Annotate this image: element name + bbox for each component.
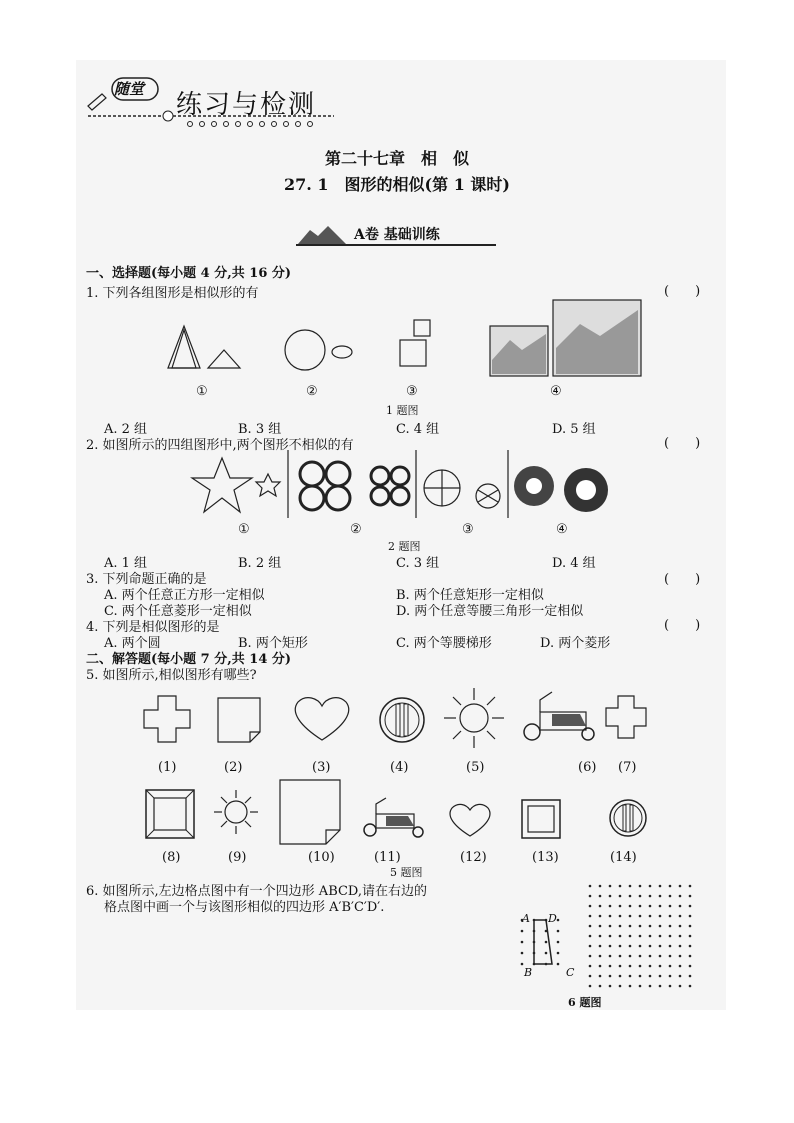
grid-dot xyxy=(629,915,632,918)
q2-label-1: ① xyxy=(238,522,250,537)
grid-dot xyxy=(557,952,560,955)
grid-dot xyxy=(557,941,560,944)
grid-dot xyxy=(609,895,612,898)
grid-dot xyxy=(589,915,592,918)
grid-dot xyxy=(669,915,672,918)
q5-label-14: (14) xyxy=(610,850,637,865)
grid-dot xyxy=(689,915,692,918)
q4-option-b[interactable]: B. 两个矩形 xyxy=(238,636,308,651)
grid-dot xyxy=(639,935,642,938)
grid-dot xyxy=(609,945,612,948)
grid-dot xyxy=(669,955,672,958)
grid-dot xyxy=(619,945,622,948)
q2-label-4: ④ xyxy=(556,522,568,537)
q3-option-a[interactable]: A. 两个任意正方形一定相似 xyxy=(104,588,265,603)
grid-dot xyxy=(639,975,642,978)
grid-dot xyxy=(619,935,622,938)
grid-dot xyxy=(689,965,692,968)
grid-dot xyxy=(689,985,692,988)
q6-stem-line2: 格点图中画一个与该图形相似的四边形 A′B′C′D′. xyxy=(104,900,385,915)
grid-dot xyxy=(669,975,672,978)
grid-dot xyxy=(679,955,682,958)
q5-label-10: (10) xyxy=(308,850,335,865)
q2-label-3: ③ xyxy=(462,522,474,537)
q1-stem: 1. 下列各组图形是相似形的有 xyxy=(86,286,259,301)
point-label-a: A xyxy=(522,912,530,925)
grid-dot xyxy=(639,945,642,948)
grid-dot xyxy=(649,905,652,908)
grid-dot xyxy=(609,925,612,928)
grid-dot xyxy=(659,895,662,898)
point-label-c: C xyxy=(566,966,575,979)
q6-caption: 6 题图 xyxy=(568,996,602,1009)
grid-dot xyxy=(599,975,602,978)
grid-dot xyxy=(609,915,612,918)
grid-dot xyxy=(599,905,602,908)
grid-dot xyxy=(639,955,642,958)
grid-dot xyxy=(679,965,682,968)
grid-dot xyxy=(619,905,622,908)
grid-dot xyxy=(689,885,692,888)
q3-answer-paren[interactable]: ( ) xyxy=(664,572,701,587)
grid-dot xyxy=(521,941,524,944)
grid-dot xyxy=(589,965,592,968)
grid-dot xyxy=(659,885,662,888)
q5-label-11: (11) xyxy=(374,850,401,865)
grid-dot xyxy=(619,965,622,968)
grid-dot xyxy=(649,965,652,968)
grid-dot xyxy=(589,935,592,938)
grid-dot xyxy=(589,905,592,908)
grid-dot xyxy=(659,965,662,968)
grid-dot xyxy=(639,895,642,898)
grid-dot xyxy=(545,941,548,944)
grid-dot xyxy=(689,975,692,978)
grid-dot xyxy=(659,975,662,978)
grid-dot xyxy=(629,975,632,978)
grid-dot xyxy=(639,985,642,988)
q2-label-2: ② xyxy=(350,522,362,537)
grid-dot xyxy=(659,915,662,918)
grid-dot xyxy=(629,955,632,958)
grid-dot xyxy=(649,915,652,918)
grid-dot xyxy=(669,905,672,908)
point-label-d: D xyxy=(548,912,557,925)
q5-label-6: (6) xyxy=(578,760,597,775)
q1-option-c[interactable]: C. 4 组 xyxy=(396,422,440,437)
q2-stem: 2. 如图所示的四组图形中,两个图形不相似的有 xyxy=(86,438,354,453)
q2-figure xyxy=(190,448,610,520)
header-series-title: 练习与检测 xyxy=(176,90,317,120)
grid-dot xyxy=(679,935,682,938)
q5-stem: 5. 如图所示,相似图形有哪些? xyxy=(86,668,257,683)
grid-dot xyxy=(599,955,602,958)
grid-dot xyxy=(689,935,692,938)
grid-dot xyxy=(629,965,632,968)
grid-dot xyxy=(639,925,642,928)
grid-dot xyxy=(639,885,642,888)
grid-dot xyxy=(679,885,682,888)
section-answer: 二、解答题(每小题 7 分,共 14 分) xyxy=(86,652,292,667)
q5-label-4: (4) xyxy=(390,760,409,775)
q3-option-c[interactable]: C. 两个任意菱形一定相似 xyxy=(104,604,252,619)
q5-label-2: (2) xyxy=(224,760,243,775)
grid-dot xyxy=(679,895,682,898)
grid-dot xyxy=(599,925,602,928)
quad-abcd xyxy=(534,920,552,964)
q5-label-8: (8) xyxy=(162,850,181,865)
grid-dot xyxy=(609,935,612,938)
grid-dot xyxy=(557,930,560,933)
grid-dot xyxy=(669,935,672,938)
grid-dot xyxy=(659,955,662,958)
grid-dot xyxy=(599,965,602,968)
q1-caption: 1 题图 xyxy=(386,404,419,417)
q3-option-d[interactable]: D. 两个任意等腰三角形一定相似 xyxy=(396,604,584,619)
grid-dot xyxy=(689,955,692,958)
right-dot-grid xyxy=(589,885,692,988)
grid-dot xyxy=(669,965,672,968)
grid-dot xyxy=(679,945,682,948)
grid-dot xyxy=(689,925,692,928)
grid-dot xyxy=(679,925,682,928)
chapter-title: 第二十七章 相 似 xyxy=(324,149,469,168)
q5-label-7: (7) xyxy=(618,760,637,775)
grid-dot xyxy=(521,963,524,966)
grid-dot xyxy=(619,915,622,918)
grid-dot xyxy=(679,975,682,978)
q5-caption: 5 题图 xyxy=(390,866,423,879)
q1-option-a[interactable]: A. 2 组 xyxy=(104,422,148,437)
grid-dot xyxy=(629,895,632,898)
grid-dot xyxy=(689,905,692,908)
q3-stem: 3. 下列命题正确的是 xyxy=(86,572,207,587)
grid-dot xyxy=(649,955,652,958)
grid-dot xyxy=(521,930,524,933)
grid-dot xyxy=(669,985,672,988)
grid-dot xyxy=(649,935,652,938)
q4-answer-paren[interactable]: ( ) xyxy=(664,618,701,633)
grid-dot xyxy=(659,985,662,988)
q5-label-9: (9) xyxy=(228,850,247,865)
grid-dot xyxy=(669,885,672,888)
q1-label-2: ② xyxy=(306,384,318,399)
q2-option-b[interactable]: B. 2 组 xyxy=(238,556,282,571)
grid-dot xyxy=(557,919,560,922)
grid-dot xyxy=(599,985,602,988)
q2-option-a[interactable]: A. 1 组 xyxy=(104,556,148,571)
grid-dot xyxy=(649,925,652,928)
q5-label-3: (3) xyxy=(312,760,331,775)
grid-dot xyxy=(599,945,602,948)
q4-stem: 4. 下列是相似图形的是 xyxy=(86,620,220,635)
grid-dot xyxy=(649,885,652,888)
q2-option-c[interactable]: C. 3 组 xyxy=(396,556,440,571)
banner-text: A卷 基础训练 xyxy=(354,227,440,243)
left-dot-grid xyxy=(521,919,560,966)
q1-label-1: ① xyxy=(196,384,208,399)
grid-dot xyxy=(557,963,560,966)
grid-dot xyxy=(669,925,672,928)
section-choice: 一、选择题(每小题 4 分,共 16 分) xyxy=(86,266,292,281)
grid-dot xyxy=(619,925,622,928)
grid-dot xyxy=(629,905,632,908)
grid-dot xyxy=(659,905,662,908)
grid-dot xyxy=(609,885,612,888)
grid-dot xyxy=(629,985,632,988)
grid-dot xyxy=(599,895,602,898)
grid-dot xyxy=(609,965,612,968)
grid-dot xyxy=(619,985,622,988)
q4-option-c[interactable]: C. 两个等腰梯形 xyxy=(396,636,492,651)
grid-dot xyxy=(649,985,652,988)
grid-dot xyxy=(629,925,632,928)
q2-option-d[interactable]: D. 4 组 xyxy=(552,556,596,571)
q5-label-1: (1) xyxy=(158,760,177,775)
q1-option-b[interactable]: B. 3 组 xyxy=(238,422,282,437)
q5-figure-row1 xyxy=(140,682,660,762)
grid-dot xyxy=(521,952,524,955)
q2-answer-paren[interactable]: ( ) xyxy=(664,436,701,451)
grid-dot xyxy=(599,915,602,918)
grid-dot xyxy=(679,985,682,988)
q1-answer-paren[interactable]: ( ) xyxy=(664,284,701,299)
grid-dot xyxy=(689,895,692,898)
grid-dot xyxy=(619,895,622,898)
grid-dot xyxy=(639,915,642,918)
grid-dot xyxy=(589,895,592,898)
grid-dot xyxy=(649,895,652,898)
grid-dot xyxy=(589,955,592,958)
q1-option-d[interactable]: D. 5 组 xyxy=(552,422,596,437)
grid-dot xyxy=(689,945,692,948)
grid-dot xyxy=(589,885,592,888)
grid-dot xyxy=(629,945,632,948)
lesson-title: 27. 1 图形的相似(第 1 课时) xyxy=(284,175,510,194)
grid-dot xyxy=(545,952,548,955)
q5-label-12: (12) xyxy=(460,850,487,865)
grid-dot xyxy=(659,925,662,928)
point-label-b: B xyxy=(524,966,533,979)
grid-dot xyxy=(669,945,672,948)
grid-dot xyxy=(589,945,592,948)
grid-dot xyxy=(619,955,622,958)
grid-dot xyxy=(589,975,592,978)
grid-dot xyxy=(609,905,612,908)
grid-dot xyxy=(589,985,592,988)
q5-label-13: (13) xyxy=(532,850,559,865)
grid-dot xyxy=(629,935,632,938)
grid-dot xyxy=(609,985,612,988)
grid-dot xyxy=(649,945,652,948)
q2-caption: 2 题图 xyxy=(388,540,421,553)
q4-option-d[interactable]: D. 两个菱形 xyxy=(540,636,611,651)
grid-dot xyxy=(659,945,662,948)
grid-dot xyxy=(679,905,682,908)
grid-dot xyxy=(619,975,622,978)
q5-label-5: (5) xyxy=(466,760,485,775)
grid-dot xyxy=(639,905,642,908)
grid-dot xyxy=(619,885,622,888)
grid-dot xyxy=(609,975,612,978)
q1-label-4: ④ xyxy=(550,384,562,399)
grid-dot xyxy=(599,885,602,888)
grid-dot xyxy=(649,975,652,978)
q3-option-b[interactable]: B. 两个任意矩形一定相似 xyxy=(396,588,544,603)
header-sui-tang: 随堂 xyxy=(114,80,145,98)
grid-dot xyxy=(679,915,682,918)
grid-dot xyxy=(669,895,672,898)
grid-dot xyxy=(659,935,662,938)
q6-stem-line1: 6. 如图所示,左边格点图中有一个四边形 ABCD,请在右边的 xyxy=(86,884,428,899)
grid-dot xyxy=(589,925,592,928)
grid-dot xyxy=(639,965,642,968)
grid-dot xyxy=(599,935,602,938)
q1-figure xyxy=(160,300,660,380)
grid-dot xyxy=(609,955,612,958)
grid-dot xyxy=(629,885,632,888)
q5-figure-row2 xyxy=(140,778,660,848)
q4-option-a[interactable]: A. 两个圆 xyxy=(104,636,161,651)
q1-label-3: ③ xyxy=(406,384,418,399)
